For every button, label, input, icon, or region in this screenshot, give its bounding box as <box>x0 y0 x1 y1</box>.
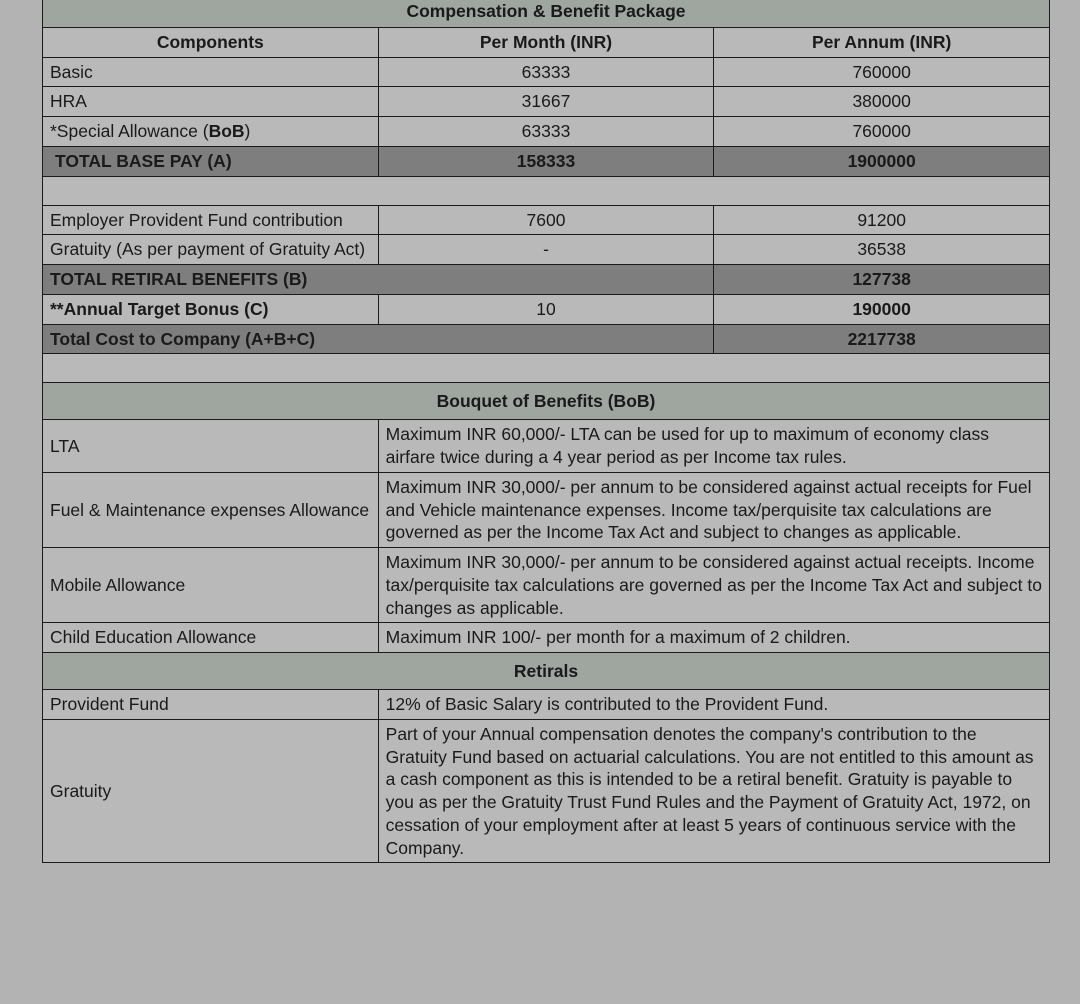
retirals-row <box>43 719 1050 863</box>
table-row <box>43 117 1050 147</box>
compensation-benefit-table <box>42 0 1050 863</box>
row-per-annum: 760000 <box>714 57 1050 87</box>
total-base-pay-per-month: 158333 <box>378 146 714 176</box>
annual-bonus-per-month: 10 <box>378 294 714 324</box>
retirals-section-header: Retirals <box>43 653 1050 690</box>
bob-row <box>43 420 1050 473</box>
row-per-annum: 36538 <box>714 235 1050 265</box>
row-per-month: 63333 <box>378 117 714 147</box>
total-retiral-label: TOTAL RETIRAL BENEFITS (B) <box>43 265 714 295</box>
column-header-per-annum: Per Annum (INR) <box>714 27 1050 57</box>
row-per-annum: 380000 <box>714 87 1050 117</box>
row-label-text: *Special Allowance ( <box>50 121 209 141</box>
total-ctc-per-annum: 2217738 <box>714 324 1050 354</box>
row-per-annum: 91200 <box>714 205 1050 235</box>
total-retiral-per-annum: 127738 <box>714 265 1050 295</box>
retirals-description: Part of your Annual compensation denotes the company's contribution to the Gratuity Fund based on actuarial calculations. You are not entitled to this amount as a cash component as this is intended to be a retiral benefit. Gratuity is payable to you as per the Gratuity Trust Fund Rules and the Payment of Gratuity Act, 1972, on cessation of your employment after at least 5 years of continuous service with the Company. <box>378 719 1049 863</box>
row-label: Employer Provident Fund contribution <box>43 205 379 235</box>
total-base-pay-per-annum: 1900000 <box>714 146 1050 176</box>
retirals-name: Provident Fund <box>43 690 379 720</box>
table-title-row <box>43 0 1050 27</box>
row-label: Basic <box>43 57 379 87</box>
retirals-row <box>43 690 1050 720</box>
annual-target-bonus-row <box>43 294 1050 324</box>
bob-name: Child Education Allowance <box>43 623 379 653</box>
table-row <box>43 57 1050 87</box>
bob-description: Maximum INR 60,000/- LTA can be used for up to maximum of economy class airfare twice during a 4 year period as per Income tax rules. <box>378 420 1049 473</box>
bob-name: Fuel & Maintenance expenses Allowance <box>43 472 379 547</box>
retirals-name: Gratuity <box>43 719 379 863</box>
table-row <box>43 205 1050 235</box>
total-base-pay-row <box>43 146 1050 176</box>
table-row <box>43 87 1050 117</box>
spacer-row <box>43 176 1050 205</box>
spacer-row <box>43 354 1050 383</box>
column-header-per-month: Per Month (INR) <box>378 27 714 57</box>
annual-bonus-label: **Annual Target Bonus (C) <box>43 294 379 324</box>
bob-description: Maximum INR 30,000/- per annum to be considered against actual receipts for Fuel and Vehicle maintenance expenses. Income tax/perquisite tax calculations are governed as per the Income Tax Act and subject to changes as applicable. <box>378 472 1049 547</box>
row-per-month: 63333 <box>378 57 714 87</box>
bob-section-header: Bouquet of Benefits (BoB) <box>43 383 1050 420</box>
row-per-annum: 760000 <box>714 117 1050 147</box>
spacer-cell <box>43 354 1050 383</box>
bob-row <box>43 472 1050 547</box>
retirals-description: 12% of Basic Salary is contributed to the Provident Fund. <box>378 690 1049 720</box>
retirals-header-row <box>43 653 1050 690</box>
row-per-month: - <box>378 235 714 265</box>
bob-row <box>43 548 1050 623</box>
total-retiral-benefits-row <box>43 265 1050 295</box>
column-header-components: Components <box>43 27 379 57</box>
bob-description: Maximum INR 100/- per month for a maximum of 2 children. <box>378 623 1049 653</box>
page-title: Compensation & Benefit Package <box>43 0 1050 27</box>
bob-description: Maximum INR 30,000/- per annum to be considered against actual receipts. Income tax/perquisite tax calculations are governed as per the Income Tax Act and subject to changes as applicable. <box>378 548 1049 623</box>
bob-header-row <box>43 383 1050 420</box>
row-per-month: 7600 <box>378 205 714 235</box>
bob-name: LTA <box>43 420 379 473</box>
table-row <box>43 235 1050 265</box>
annual-bonus-per-annum: 190000 <box>714 294 1050 324</box>
bob-name: Mobile Allowance <box>43 548 379 623</box>
total-ctc-label: Total Cost to Company (A+B+C) <box>43 324 714 354</box>
row-per-month: 31667 <box>378 87 714 117</box>
row-label-tail: ) <box>244 121 251 141</box>
spacer-cell <box>43 176 1050 205</box>
bob-row <box>43 623 1050 653</box>
total-ctc-row <box>43 324 1050 354</box>
row-label: HRA <box>43 87 379 117</box>
row-label <box>43 117 379 147</box>
total-base-pay-label: TOTAL BASE PAY (A) <box>43 146 379 176</box>
row-label: Gratuity (As per payment of Gratuity Act) <box>43 235 379 265</box>
row-label-emphasis: BoB <box>208 121 245 141</box>
table-header-row <box>43 27 1050 57</box>
